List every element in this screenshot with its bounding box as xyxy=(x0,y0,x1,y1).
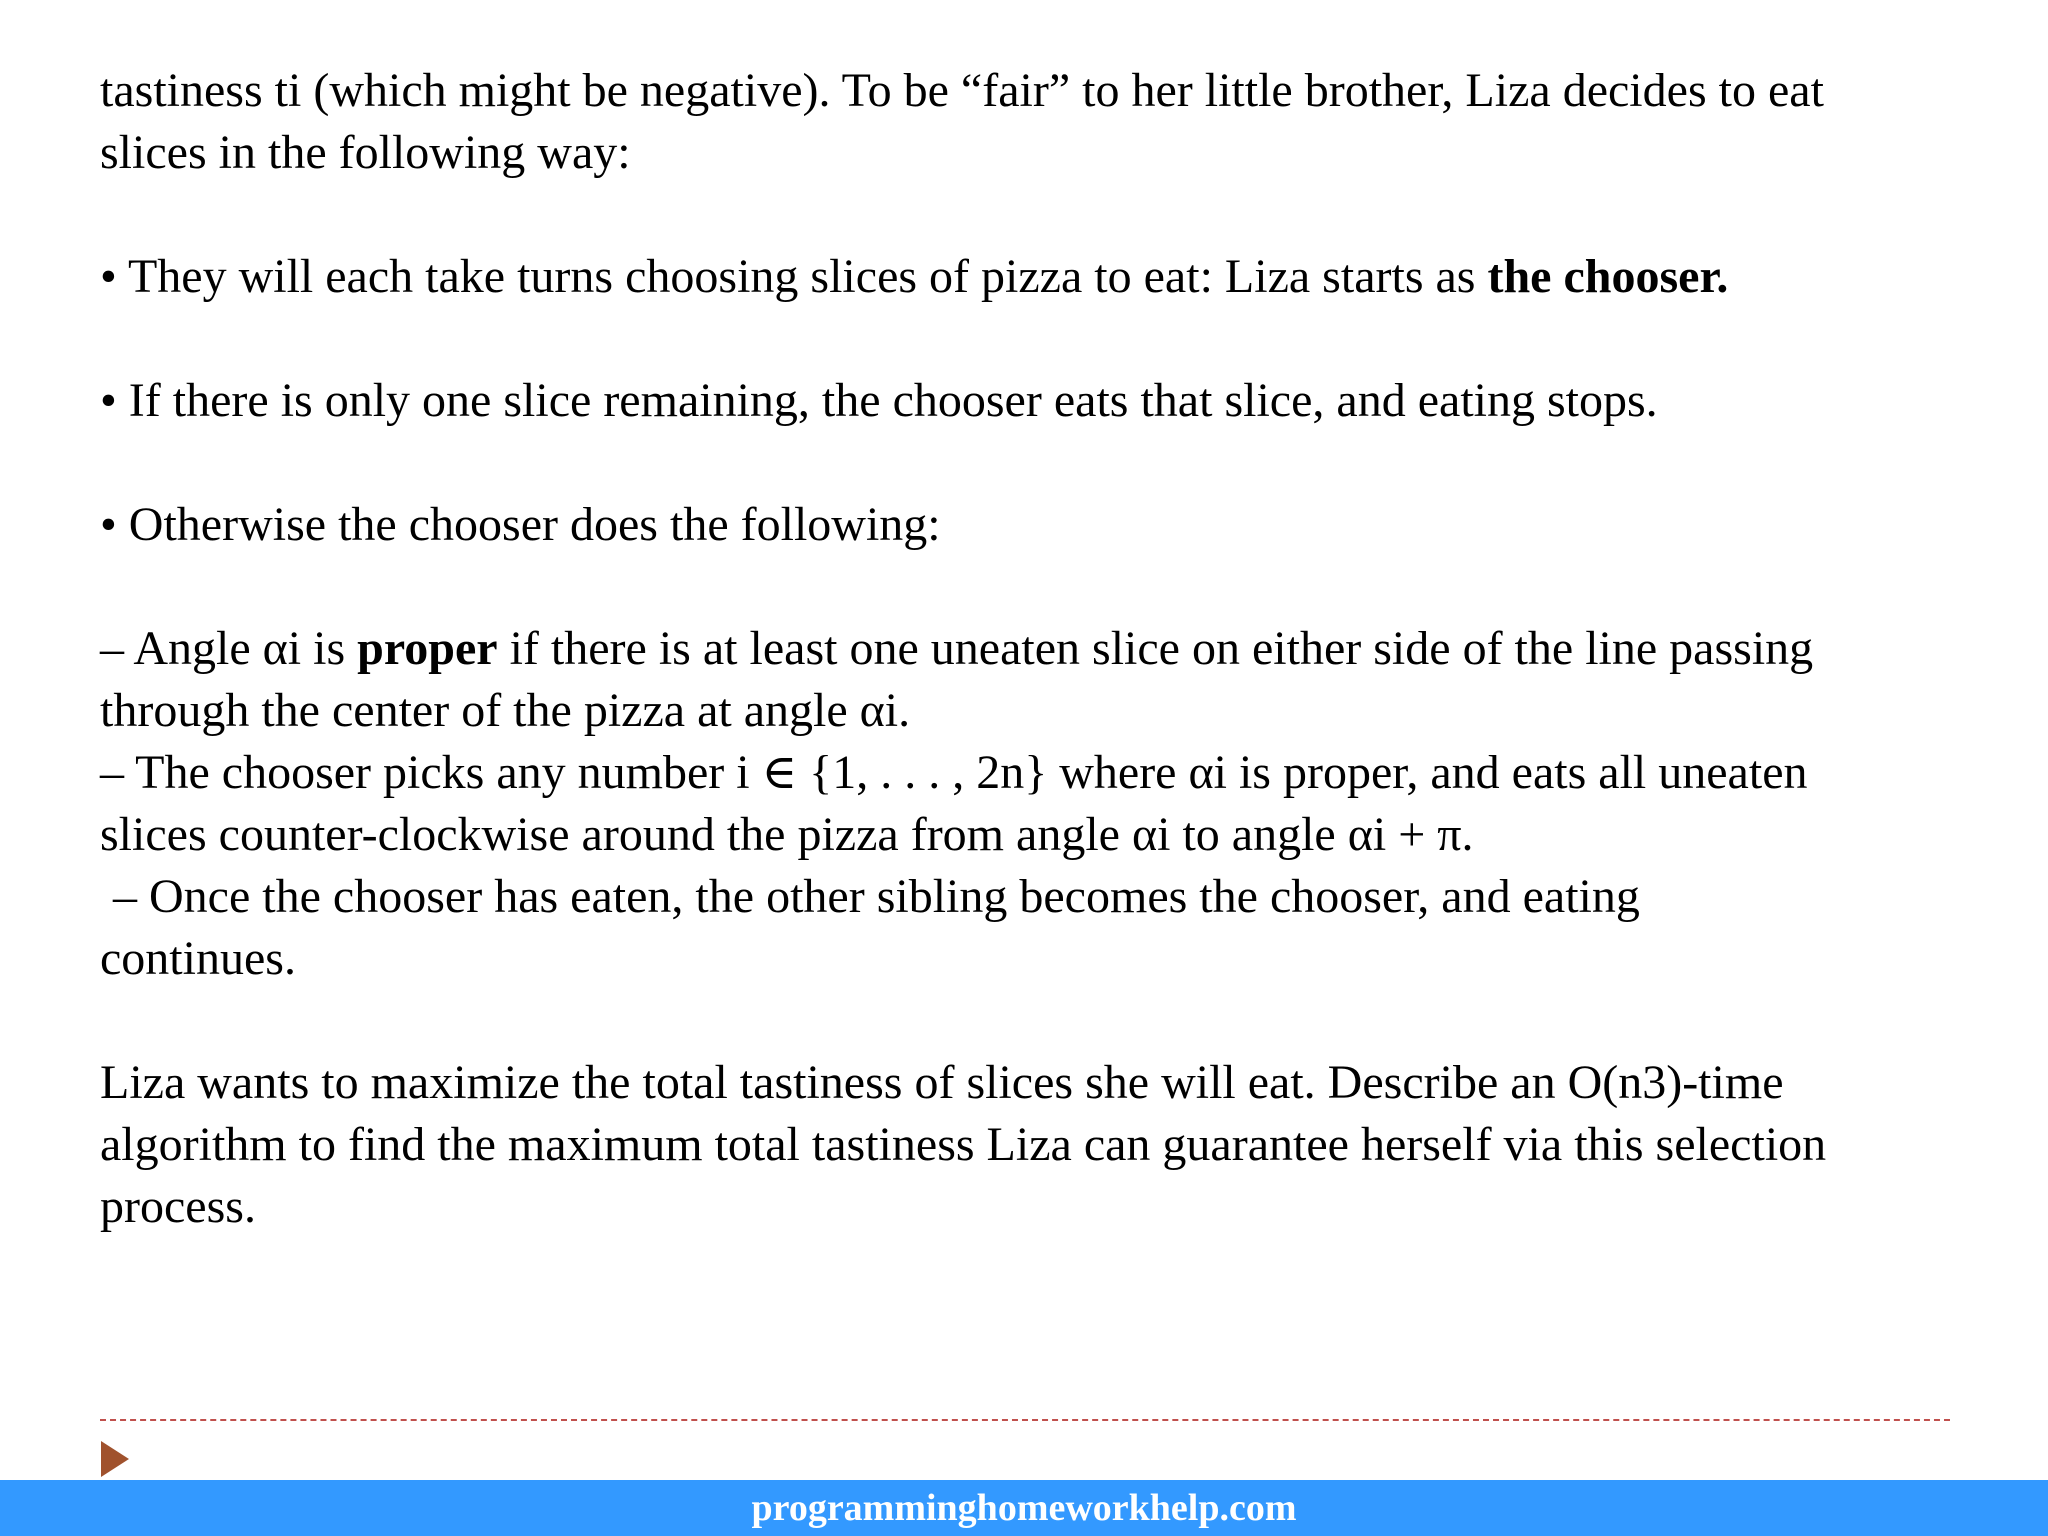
intro-line-1: tastiness ti (which might be negative). To be “fair” to her little brother, Liza decides to eat xyxy=(100,64,1824,117)
dash-1-bold: proper xyxy=(357,622,498,675)
slide-body xyxy=(100,60,1980,1238)
footer-site-link[interactable]: programminghomeworkhelp.com xyxy=(751,1487,1297,1529)
question-line-2: algorithm to find the maximum total tastiness Liza can guarantee herself via this selection xyxy=(100,1118,1827,1171)
dash-1-suffix: if there is at least one uneaten slice on either side of the line passing xyxy=(497,622,1814,675)
paragraph-gap xyxy=(100,556,1980,618)
footer-divider xyxy=(100,1419,1950,1421)
dash-proper-angle-line-1 xyxy=(100,618,1980,680)
dash-proper-angle-line-2: through the center of the pizza at angle αi. xyxy=(100,684,911,737)
paragraph-gap xyxy=(100,184,1980,246)
bullet-1-bold: the chooser. xyxy=(1487,250,1729,303)
paragraph-gap xyxy=(100,990,1980,1052)
dash-other-sibling-line-2: continues. xyxy=(100,932,296,985)
triangle-marker-icon xyxy=(101,1441,129,1477)
dash-1-prefix: – Angle αi is xyxy=(100,622,358,675)
intro-line-2: slices in the following way: xyxy=(100,126,631,179)
dash-other-sibling-line-1: – Once the chooser has eaten, the other sibling becomes the chooser, and eating xyxy=(113,870,1640,923)
dash-chooser-picks-line-1: – The chooser picks any number i ∈ {1, . . . , 2n} where αi is proper, and eats all uneaten xyxy=(100,746,1808,799)
question-line-1: Liza wants to maximize the total tastiness of slices she will eat. Describe an O(n3)-time xyxy=(100,1056,1784,1109)
paragraph-gap xyxy=(100,308,1980,370)
footer-bar xyxy=(0,1480,2048,1536)
dash-chooser-picks-line-2: slices counter-clockwise around the pizza from angle αi to angle αi + π. xyxy=(100,808,1474,861)
paragraph-gap xyxy=(100,432,1980,494)
bullet-chooser-turns xyxy=(100,246,1980,308)
bullet-one-slice: • If there is only one slice remaining, the chooser eats that slice, and eating stops. xyxy=(100,374,1658,427)
question-line-3: process. xyxy=(100,1180,256,1233)
bullet-1-text: • They will each take turns choosing slices of pizza to eat: Liza starts as xyxy=(100,250,1488,303)
bullet-otherwise: • Otherwise the chooser does the following: xyxy=(100,498,941,551)
